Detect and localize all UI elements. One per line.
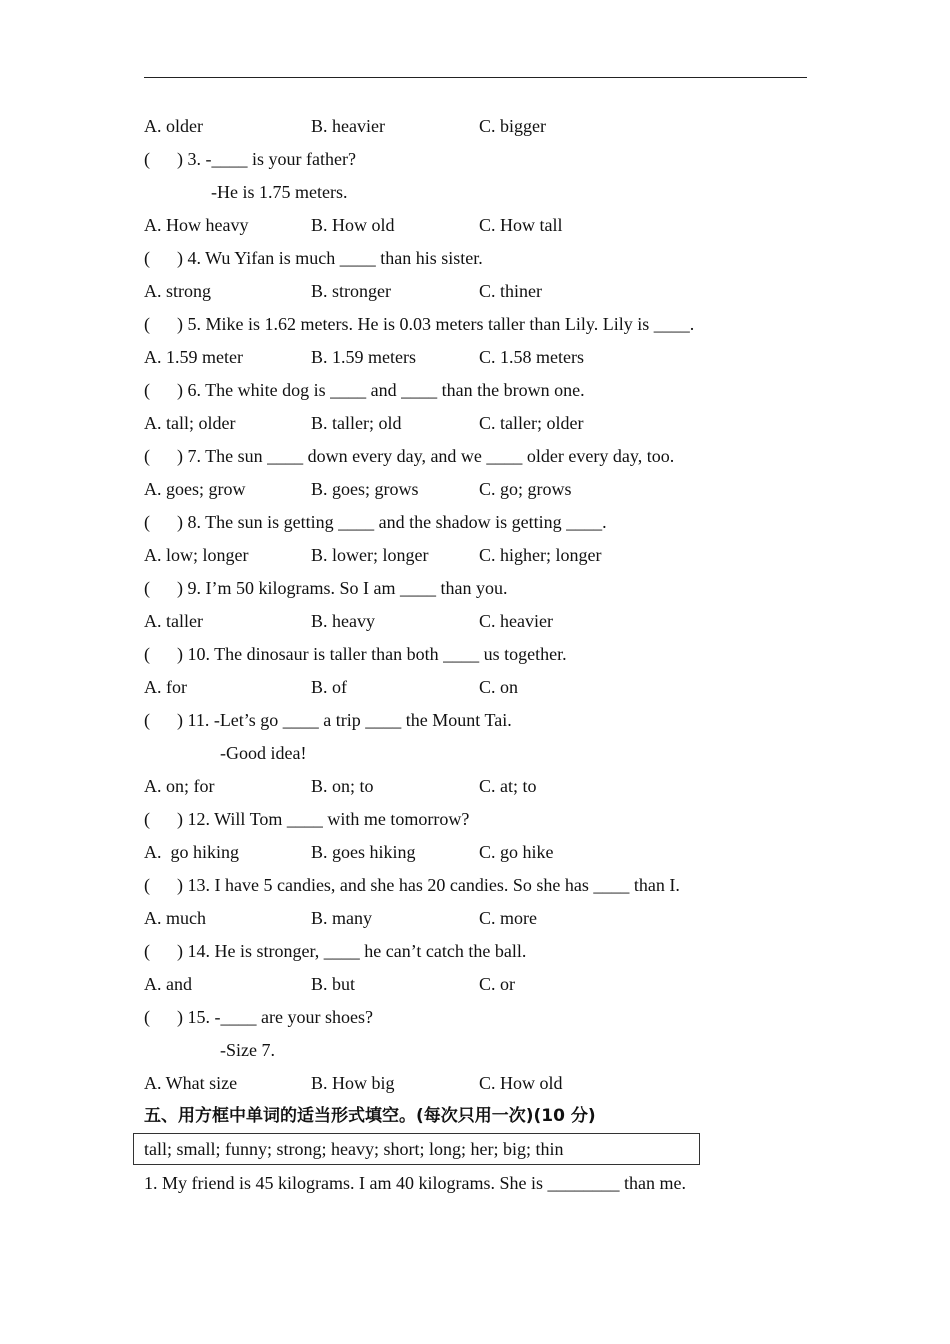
- option-c: C. go hike: [479, 842, 554, 862]
- answer-options: [144, 836, 824, 869]
- question-stem: ( ) 3. -____ is your father?: [144, 149, 356, 169]
- option-a: A. tall; older: [144, 413, 236, 433]
- question-stem: ( ) 4. Wu Yifan is much ____ than his sister.: [144, 248, 483, 268]
- answer-options: [144, 539, 824, 572]
- answer-options: [144, 110, 824, 143]
- option-b: B. taller; old: [311, 413, 402, 433]
- option-a: A. goes; grow: [144, 479, 246, 499]
- header-rule: [144, 77, 807, 78]
- option-a: A. older: [144, 116, 203, 136]
- dialogue-reply: -Size 7.: [220, 1040, 275, 1060]
- option-b: B. but: [311, 974, 356, 994]
- dialogue-reply: -Good idea!: [220, 743, 307, 763]
- answer-options: [144, 770, 824, 803]
- option-b: B. How old: [311, 215, 395, 235]
- option-c: C. taller; older: [479, 413, 584, 433]
- question-stem: ( ) 11. -Let’s go ____ a trip ____ the Mount Tai.: [144, 710, 512, 730]
- option-b: B. heavier: [311, 116, 385, 136]
- answer-options: [144, 605, 824, 638]
- answer-options: [144, 275, 824, 308]
- option-c: C. at; to: [479, 776, 537, 796]
- question-stem: ( ) 5. Mike is 1.62 meters. He is 0.03 meters taller than Lily. Lily is ____.: [144, 314, 695, 334]
- option-b: B. lower; longer: [311, 545, 429, 565]
- option-c: C. How tall: [479, 215, 563, 235]
- option-b: B. many: [311, 908, 372, 928]
- option-b: B. of: [311, 677, 347, 697]
- option-a: A. 1.59 meter: [144, 347, 243, 367]
- option-b: B. How big: [311, 1073, 395, 1093]
- question-stem: ( ) 6. The white dog is ____ and ____ than the brown one.: [144, 380, 585, 400]
- question-stem: ( ) 10. The dinosaur is taller than both ____ us together.: [144, 644, 567, 664]
- option-a: A. strong: [144, 281, 211, 301]
- option-c: C. How old: [479, 1073, 563, 1093]
- option-a: A. much: [144, 908, 206, 928]
- question-stem: ( ) 8. The sun is getting ____ and the shadow is getting ____.: [144, 512, 607, 532]
- answer-options: [144, 902, 824, 935]
- option-b: B. heavy: [311, 611, 375, 631]
- option-a: A. How heavy: [144, 215, 249, 235]
- answer-options: [144, 968, 824, 1001]
- option-c: C. heavier: [479, 611, 553, 631]
- option-a: A. for: [144, 677, 187, 697]
- option-a: A. low; longer: [144, 545, 249, 565]
- option-b: B. stronger: [311, 281, 391, 301]
- word-box: tall; small; funny; strong; heavy; short; long; her; big; thin: [133, 1133, 700, 1165]
- option-b: B. goes; grows: [311, 479, 419, 499]
- question-stem: ( ) 12. Will Tom ____ with me tomorrow?: [144, 809, 470, 829]
- option-a: A. What size: [144, 1073, 238, 1093]
- question-stem: ( ) 14. He is stronger, ____ he can’t catch the ball.: [144, 941, 527, 961]
- option-c: C. thiner: [479, 281, 542, 301]
- option-c: C. on: [479, 677, 519, 697]
- answer-options: [144, 341, 824, 374]
- fill-in-item: 1. My friend is 45 kilograms. I am 40 kilograms. She is ________ than me.: [144, 1173, 686, 1193]
- option-c: C. more: [479, 908, 537, 928]
- question-stem: ( ) 9. I’m 50 kilograms. So I am ____ than you.: [144, 578, 508, 598]
- option-c: C. go; grows: [479, 479, 572, 499]
- option-c: C. 1.58 meters: [479, 347, 584, 367]
- option-b: B. goes hiking: [311, 842, 416, 862]
- option-b: B. on; to: [311, 776, 374, 796]
- answer-options: [144, 407, 824, 440]
- question-stem: ( ) 13. I have 5 candies, and she has 20 candies. So she has ____ than I.: [144, 875, 680, 895]
- dialogue-reply: -He is 1.75 meters.: [211, 182, 348, 202]
- answer-options: [144, 671, 824, 704]
- option-a: A. and: [144, 974, 192, 994]
- option-c: C. higher; longer: [479, 545, 602, 565]
- worksheet-content: [144, 110, 824, 1198]
- answer-options: [144, 473, 824, 506]
- option-b: B. 1.59 meters: [311, 347, 416, 367]
- answer-options: [144, 1067, 824, 1100]
- option-a: A. taller: [144, 611, 203, 631]
- option-a: A. on; for: [144, 776, 215, 796]
- question-stem: ( ) 15. -____ are your shoes?: [144, 1007, 373, 1027]
- question-stem: ( ) 7. The sun ____ down every day, and we ____ older every day, too.: [144, 446, 675, 466]
- option-c: C. bigger: [479, 116, 546, 136]
- answer-options: [144, 209, 824, 242]
- option-a: A. go hiking: [144, 842, 240, 862]
- section-heading: 五、用方框中单词的适当形式填空。(每次只用一次)(10 分): [144, 1106, 596, 1126]
- option-c: C. or: [479, 974, 515, 994]
